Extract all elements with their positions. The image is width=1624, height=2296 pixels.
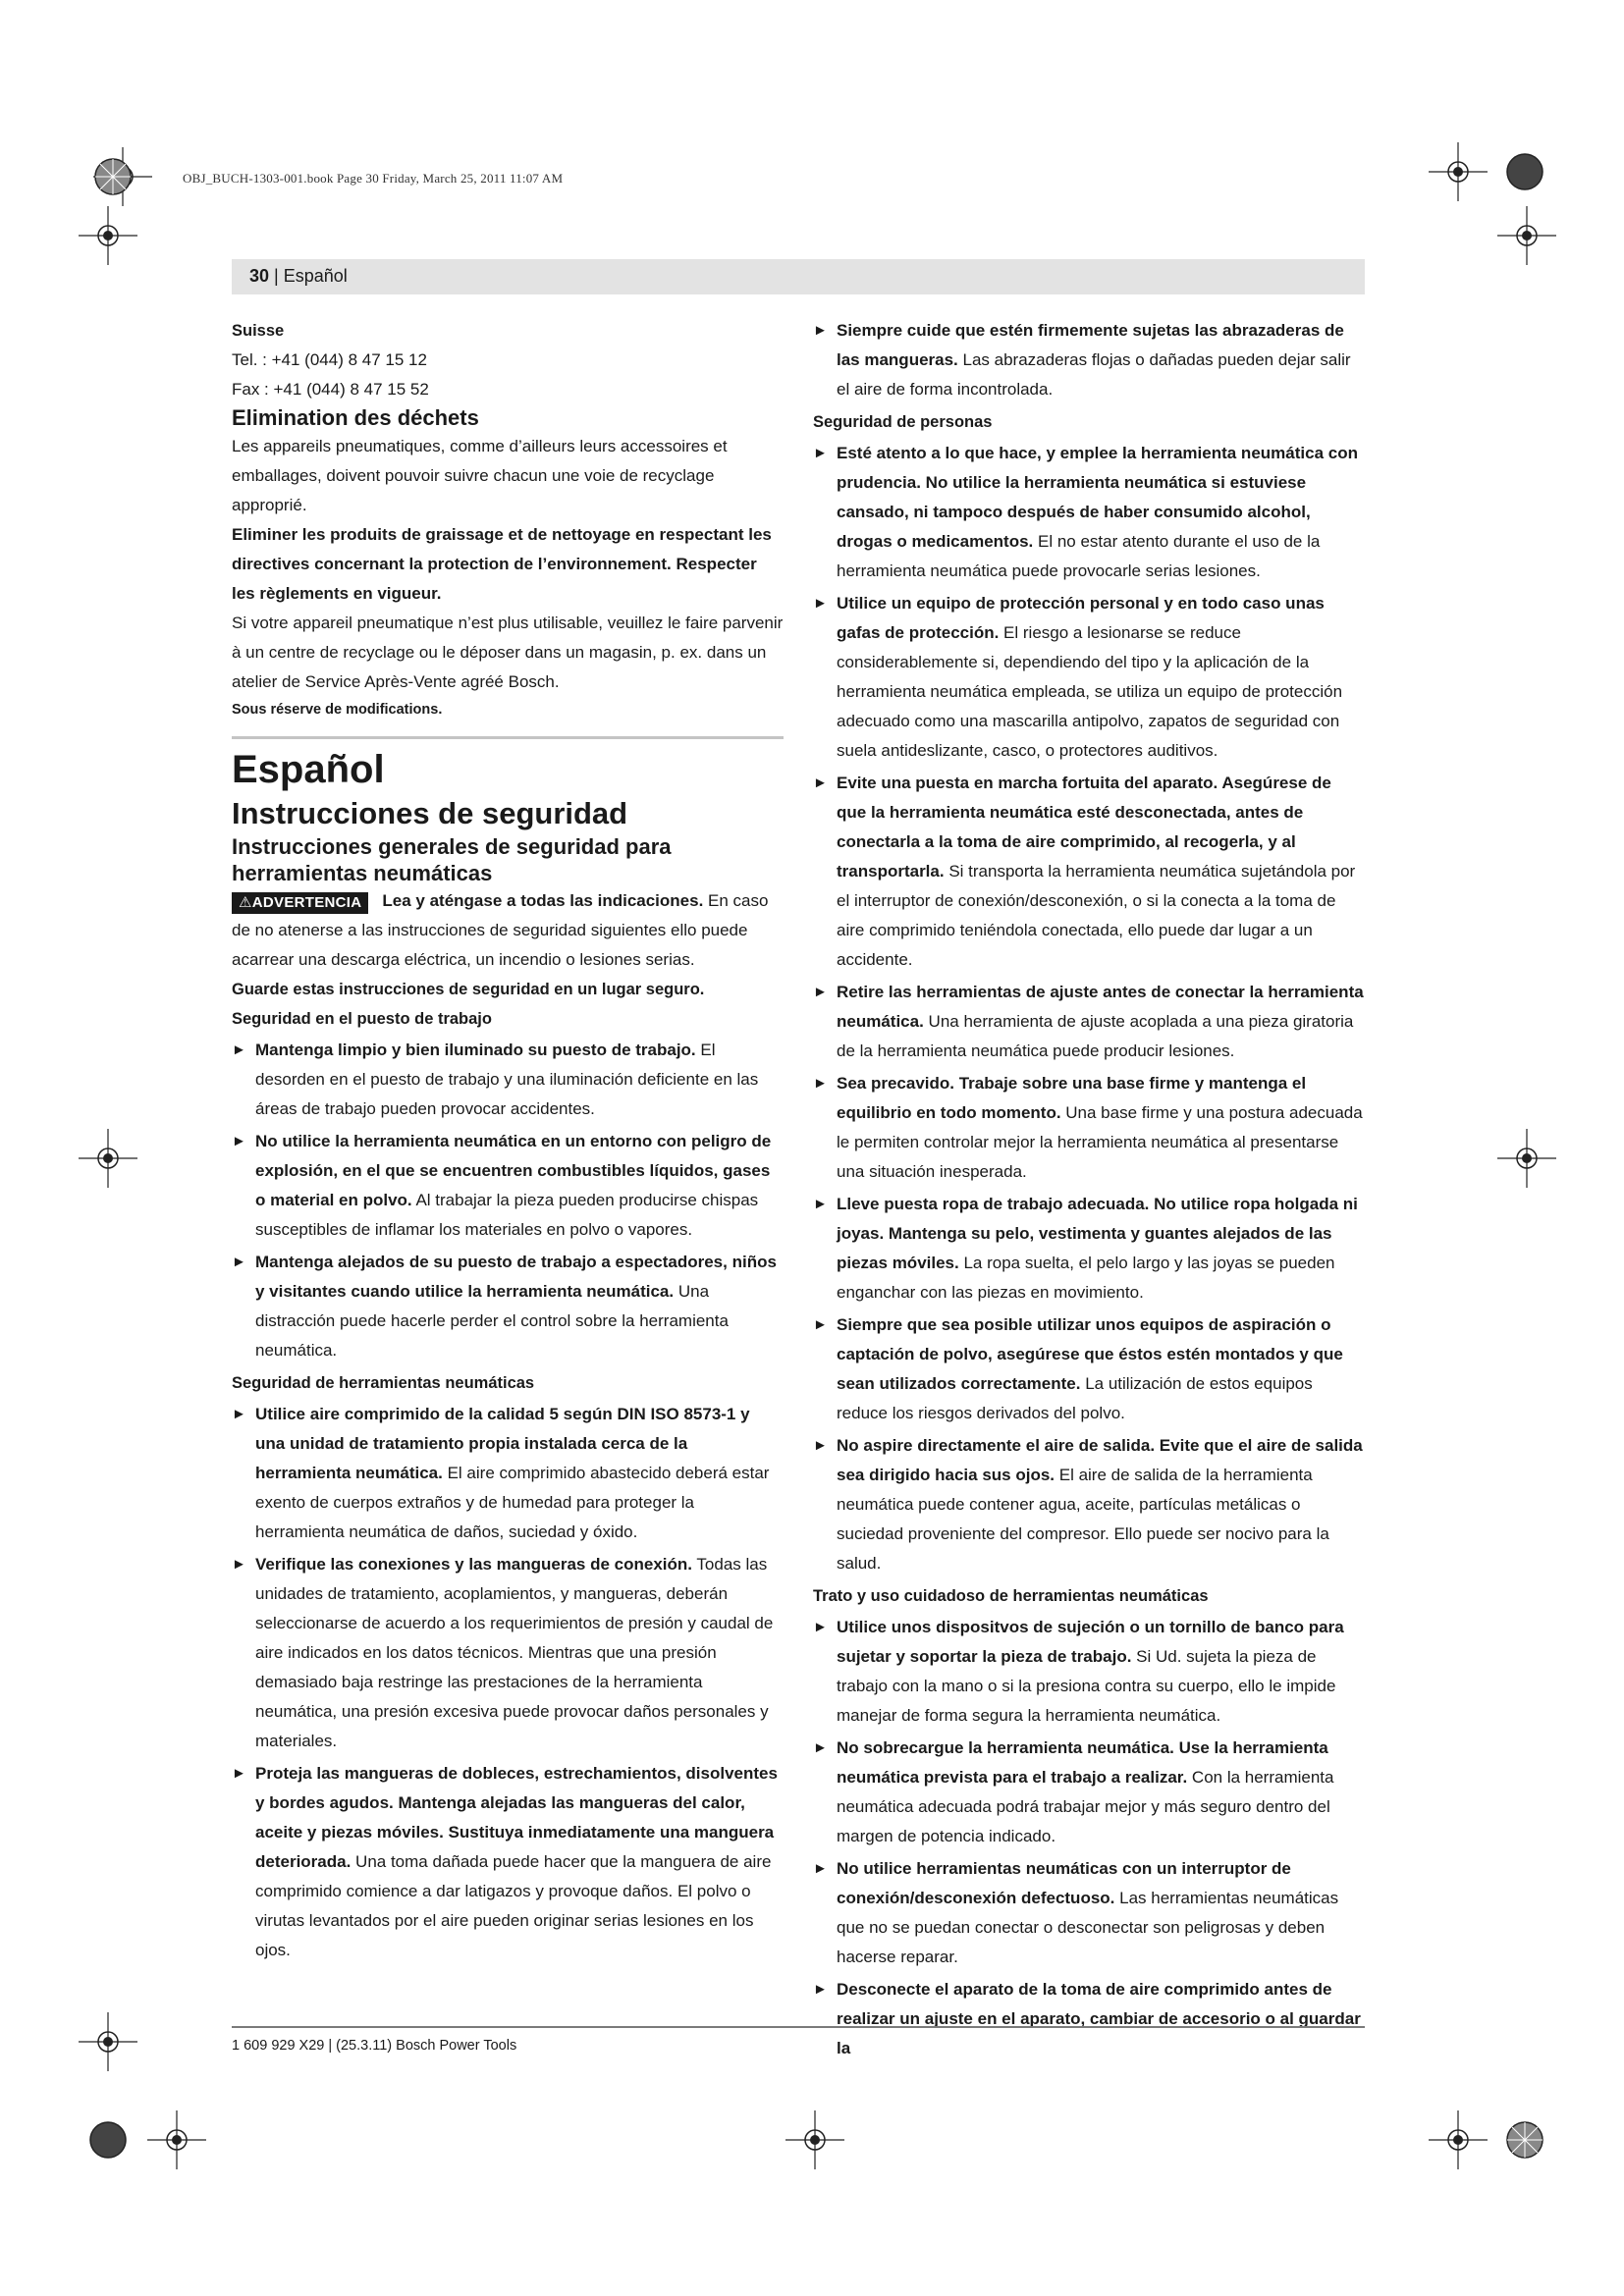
color-wheel-icon [88, 2120, 128, 2160]
item-text: Si Ud. sujeta la pieza de trabajo con la mano o si la presiona contra su cuerpo, ello le impide manejar de forma segura la herramienta neumática. [837, 1647, 1336, 1725]
list-item [813, 1975, 1365, 2063]
page-header-text [249, 266, 348, 287]
page-header [232, 259, 1365, 294]
print-slug: OBJ_BUCH-1303-001.book Page 30 Friday, March 25, 2011 11:07 AM [183, 171, 564, 186]
list-item [813, 1613, 1365, 1731]
item-text: Todas las unidades de tratamiento, acoplamientos, y mangueras, deberán seleccionarse de acuerdo a los requerimientos de presión y caudal de aire indicados en los datos técnicos. Mientras que una presión demasiado baja restringe las prestaciones de la herramienta neumática, una presión excesiva puede provocar daños personales y materiales. [255, 1555, 774, 1750]
personas-heading: Seguridad de personas [813, 413, 993, 431]
item-lead: Siempre cuide que estén firmemente sujetas las abrazaderas de las mangueras. [837, 321, 1344, 369]
triangle-right-icon: ► [813, 1860, 828, 1877]
list-item [813, 316, 1365, 404]
instrucciones-title: Instrucciones de seguridad [232, 796, 628, 830]
triangle-right-icon: ► [813, 774, 828, 791]
warning-lead: Lea y aténgase a todas las indicaciones. [382, 891, 704, 910]
header-separator: | [269, 266, 284, 286]
trato-list [813, 1613, 1365, 2063]
registration-crosshair-icon [79, 206, 137, 265]
elimination-paragraph-1: Les appareils pneumatiques, comme d’ailleurs leurs accessoires et emballages, doivent pouvoir suivre chacun une voie de recyclage approprié. [232, 437, 728, 514]
left-column [232, 316, 784, 1968]
list-item [813, 1310, 1365, 1428]
triangle-right-icon: ► [232, 1254, 246, 1270]
header-language: Español [283, 266, 348, 286]
triangle-right-icon: ► [232, 1556, 246, 1573]
triangle-right-icon: ► [232, 1041, 246, 1058]
list-item [232, 1759, 784, 1965]
triangle-right-icon: ► [813, 1981, 828, 1998]
item-lead: Esté atento a lo que hace, y emplee la herramienta neumática con prudencia. No utilice la herramienta neumática si estuviese cansado, ni tampoco después de haber consumido alcohol, drogas o medicamentos. [837, 444, 1358, 551]
registration-crosshair-icon [785, 2110, 844, 2169]
registration-crosshair-icon [79, 2012, 137, 2071]
item-text: Las herramientas neumáticas que no se puedan conectar o desconectar son peligrosas y deben hacerse reparar. [837, 1889, 1339, 1966]
elimination-paragraph-3: Si votre appareil pneumatique n’est plus utilisable, veuillez le faire parvenir à un centre de recyclage ou le déposer dans un magasin, p. ex. dans un atelier de Service Après-Vente agréé Bosch. [232, 614, 784, 691]
item-text: Una base firme y una postura adecuada le permiten controlar mejor la herramienta neumática al presentarse una situación inesperada. [837, 1103, 1363, 1181]
color-wheel-icon [93, 157, 133, 196]
list-item [813, 1069, 1365, 1187]
item-text: El no estar atento durante el uso de la herramienta neumática puede provocarle serias lesiones. [837, 532, 1321, 580]
list-item [232, 1036, 784, 1124]
item-text: Al trabajar la pieza pueden producirse chispas susceptibles de inflamar los materiales en polvo o vapores. [255, 1191, 759, 1239]
list-item [232, 1400, 784, 1547]
item-text: Con la herramienta neumática adecuada podrá trabajar mejor y más seguro dentro del margen de potencia indicado. [837, 1768, 1334, 1845]
item-text: Una distracción puede hacerle perder el control sobre la herramienta neumática. [255, 1282, 729, 1360]
section-divider [232, 736, 784, 739]
espanol-title: Español [232, 748, 385, 791]
registration-crosshair-icon [147, 2110, 206, 2169]
item-lead: Utilice un equipo de protección personal y en todo caso unas gafas de protección. [837, 594, 1325, 642]
page-footer: 1 609 929 X29 | (25.3.11) Bosch Power Tools [232, 2038, 517, 2054]
triangle-right-icon: ► [813, 595, 828, 612]
item-lead: Lleve puesta ropa de trabajo adecuada. No utilice ropa holgada ni joyas. Mantenga su pelo, vestimenta y guantes alejados de las piezas móviles. [837, 1195, 1358, 1272]
triangle-right-icon: ► [813, 1316, 828, 1333]
list-item [813, 769, 1365, 975]
item-text: El riesgo a lesionarse se reduce considerablemente si, dependiendo del tipo y la aplicación de la herramienta neumática empleada, se utiliza un equipo de protección adecuado como una mascarilla antipolvo, zapatos de seguridad con suela antideslizante, casco, o protectores auditivos. [837, 623, 1343, 760]
herramientas-list [232, 1400, 784, 1965]
item-lead: Proteja las mangueras de dobleces, estrechamientos, disolventes y bordes agudos. Mantenga alejadas las mangueras del calor, aceite y piezas móviles. Sustituya inmediatamente una manguera deteriorada. [255, 1764, 778, 1871]
item-lead: No utilice herramientas neumáticas con un interruptor de conexión/desconexión defectuoso. [837, 1859, 1291, 1907]
item-lead: Mantenga limpio y bien iluminado su puesto de trabajo. [255, 1041, 696, 1059]
item-text: El aire de salida de la herramienta neumática puede contener agua, aceite, partículas metálicas o suciedad proveniente del compresor. Ello puede ser nocivo para la salud. [837, 1466, 1329, 1573]
triangle-right-icon: ► [813, 1739, 828, 1756]
item-text: La utilización de estos equipos reduce los riesgos derivados del polvo. [837, 1374, 1313, 1422]
item-text: Las abrazaderas flojas o dañadas pueden dejar salir el aire de forma incontrolada. [837, 350, 1351, 399]
puesto-list [232, 1036, 784, 1365]
item-lead: Desconecte el aparato de la toma de aire comprimido antes de realizar un ajuste en el aparato, cambiar de accesorio o al guardar la [837, 1980, 1361, 2057]
list-item [813, 1734, 1365, 1851]
triangle-right-icon: ► [813, 1196, 828, 1212]
list-item [232, 1550, 784, 1756]
warning-text: En caso de no atenerse a las instrucciones de seguridad siguientes ello puede acarrear una descarga eléctrica, un incendio o lesiones serias. [232, 891, 769, 969]
registration-crosshair-icon [1497, 206, 1556, 265]
item-lead: Retire las herramientas de ajuste antes de conectar la herramienta neumática. [837, 983, 1364, 1031]
item-text: Una toma dañada puede hacer que la manguera de aire comprimido comience a dar latigazos y provoque daños. El polvo o virutas levantados por el aire pueden originar serias lesiones en los ojos. [255, 1852, 772, 1959]
page-number: 30 [249, 266, 270, 286]
item-lead: No utilice la herramienta neumática en un entorno con peligro de explosión, en el que se encuentren combustibles líquidos, gases o material en polvo. [255, 1132, 772, 1209]
registration-crosshair-icon [1429, 2110, 1488, 2169]
triangle-right-icon: ► [813, 322, 828, 339]
item-lead: Verifique las conexiones y las mangueras de conexión. [255, 1555, 693, 1574]
list-item [813, 439, 1365, 586]
warning-block [232, 886, 784, 975]
item-lead: No aspire directamente el aire de salida. Evite que el aire de salida sea dirigido hacia sus ojos. [837, 1436, 1363, 1484]
item-lead: Mantenga alejados de su puesto de trabajo a espectadores, niños y visitantes cuando utilice la herramienta neumática. [255, 1253, 777, 1301]
list-item [813, 1190, 1365, 1308]
registration-crosshair-icon [1497, 1129, 1556, 1188]
fax-line: Fax : +41 (044) 8 47 15 52 [232, 380, 429, 399]
item-text: El desorden en el puesto de trabajo y una iluminación deficiente en las áreas de trabajo pueden provocar accidentes. [255, 1041, 759, 1118]
item-lead: No sobrecargue la herramienta neumática. Use la herramienta neumática prevista para el trabajo a realizar. [837, 1738, 1328, 1787]
color-wheel-icon [1505, 152, 1544, 191]
triangle-right-icon: ► [232, 1406, 246, 1422]
personas-list [813, 439, 1365, 1578]
elimination-heading: Elimination des déchets [232, 405, 479, 430]
right-column [813, 316, 1365, 2066]
triangle-right-icon: ► [813, 984, 828, 1000]
registration-crosshair-icon [1429, 142, 1488, 201]
item-lead: Sea precavido. Trabaje sobre una base firme y mantenga el equilibrio en todo momento. [837, 1074, 1307, 1122]
triangle-right-icon: ► [813, 1437, 828, 1454]
item-text: Una herramienta de ajuste acoplada a una pieza giratoria de la herramienta neumática puede producir lesiones. [837, 1012, 1354, 1060]
triangle-right-icon: ► [232, 1133, 246, 1149]
list-item [232, 1127, 784, 1245]
list-item [813, 1431, 1365, 1578]
list-item [232, 1248, 784, 1365]
item-text: Si transporta la herramienta neumática sujetándola por el interruptor de conexión/desconexión, o si la conecta a la toma de aire comprimido teniéndola conectada, ello puede dar lugar a un accidente. [837, 862, 1356, 969]
color-wheel-icon [1505, 2120, 1544, 2160]
triangle-right-icon: ► [813, 445, 828, 461]
triangle-right-icon: ► [813, 1619, 828, 1635]
footer-rule [232, 2026, 1365, 2028]
trato-heading: Trato y uso cuidadoso de herramientas neumáticas [813, 1587, 1209, 1605]
herramientas-heading: Seguridad de herramientas neumáticas [232, 1374, 535, 1392]
item-lead: Utilice aire comprimido de la calidad 5 según DIN ISO 8573-1 y una unidad de tratamiento propia instalada cerca de la herramienta neumática. [255, 1405, 750, 1482]
tel-line: Tel. : +41 (044) 8 47 15 12 [232, 350, 427, 369]
reserve-note: Sous réserve de modifications. [232, 702, 443, 718]
item-lead: Evite una puesta en marcha fortuita del aparato. Asegúrese de que la herramienta neumática esté desconectada, antes de conectarla a la toma de aire comprimido, al recogerla, y al transportarla. [837, 774, 1331, 881]
triangle-right-icon: ► [813, 1075, 828, 1092]
item-text: El aire comprimido abastecido deberá estar exento de cuerpos extraños y de humedad para proteger la herramienta neumática de daños, suciedad y óxido. [255, 1464, 770, 1541]
warning-badge: ⚠ADVERTENCIA [232, 892, 368, 914]
suisse-heading: Suisse [232, 322, 285, 340]
guarde-note: Guarde estas instrucciones de seguridad en un lugar seguro. [232, 981, 705, 998]
triangle-right-icon: ► [232, 1765, 246, 1782]
item-lead: Utilice unos dispositvos de sujeción o un tornillo de banco para sujetar y soportar la pieza de trabajo. [837, 1618, 1344, 1666]
list-item [813, 1854, 1365, 1972]
elimination-paragraph-2: Eliminer les produits de graissage et de nettoyage en respectant les directives concernant la protection de l’environnement. Respecter les règlements en vigueur. [232, 525, 772, 603]
registration-crosshair-icon [79, 1129, 137, 1188]
instrucciones-generales-heading: Instrucciones generales de seguridad para herramientas neumáticas [232, 834, 672, 885]
puesto-heading: Seguridad en el puesto de trabajo [232, 1010, 492, 1028]
list-item [813, 978, 1365, 1066]
item-lead: Siempre que sea posible utilizar unos equipos de aspiración o captación de polvo, asegúrese que éstos estén montados y que sean utilizados correctamente. [837, 1315, 1343, 1393]
list-item [813, 589, 1365, 766]
item-text: La ropa suelta, el pelo largo y las joyas se pueden enganchar con las piezas en movimiento. [837, 1254, 1335, 1302]
